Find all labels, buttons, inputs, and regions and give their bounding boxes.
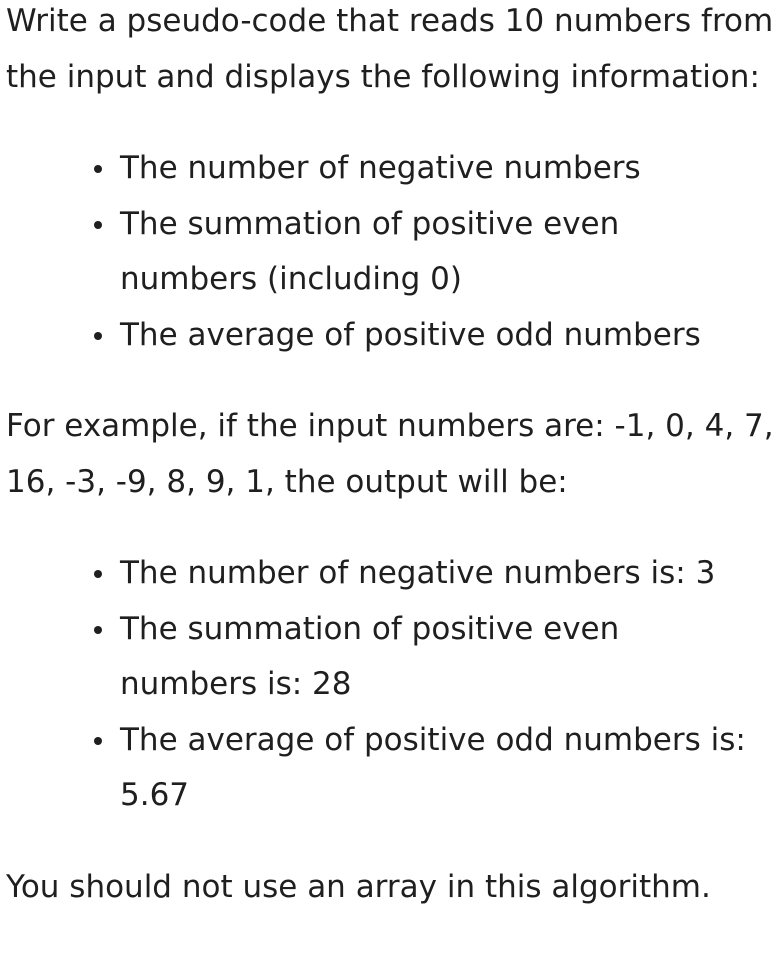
example-output-list — [6, 546, 774, 824]
intro-paragraph: Write a pseudo-code that reads 10 numbers from the input and displays the following information: — [6, 3, 774, 95]
constraint-paragraph: You should not use an array in this algorithm. — [6, 868, 711, 905]
list-item: The average of positive odd numbers — [6, 308, 774, 364]
list-item: The number of negative numbers is: 3 — [6, 546, 774, 602]
example-paragraph: For example, if the input numbers are: -1, 0, 4, 7, 16, -3, -9, 8, 9, 1, the output will be: — [6, 408, 774, 500]
list-item: The number of negative numbers — [6, 141, 774, 197]
list-item: The average of positive odd numbers is: 5.67 — [6, 713, 774, 824]
requirements-list — [6, 141, 774, 363]
question-document — [6, 0, 774, 915]
list-item: The summation of positive even numbers is: 28 — [6, 602, 774, 713]
list-item: The summation of positive even numbers (including 0) — [6, 197, 774, 308]
